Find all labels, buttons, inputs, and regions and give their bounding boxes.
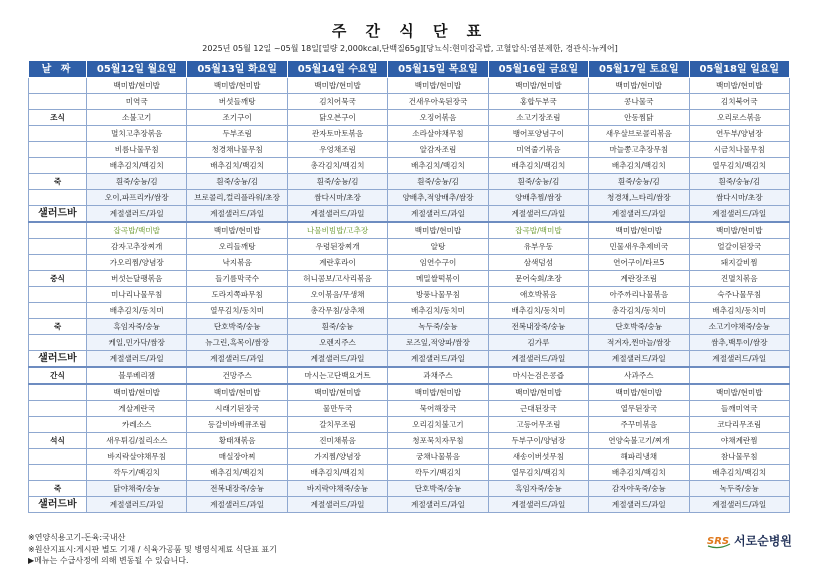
menu-cell: 알감자조림 — [388, 142, 488, 158]
menu-cell: 흰죽/숭늉/김 — [689, 174, 789, 190]
breakfast-row — [29, 110, 790, 126]
menu-cell: 양배추,적양배추/쌈장 — [388, 190, 488, 206]
menu-cell: 시래기된장국 — [187, 401, 287, 417]
lunch-row — [29, 255, 790, 271]
menu-cell: 소라살야채무침 — [388, 126, 488, 142]
page-subtitle: 2025년 05월 12일 ~05월 18일[열량 2,000kcal,단백질65g][당뇨식:현미잡곡밥, 고혈압식:염분제한, 경관식:뉴케어] — [202, 44, 618, 53]
menu-cell: 김치북어국 — [689, 94, 789, 110]
footer-notes — [28, 532, 277, 567]
menu-cell: 바지락살야채무침 — [87, 449, 187, 465]
label-gap — [29, 190, 87, 206]
label-gap — [29, 384, 87, 401]
menu-cell: 황태채볶음 — [187, 433, 287, 449]
menu-cell: 브로콜리,컬리플라워/초장 — [187, 190, 287, 206]
menu-cell: 연양숙불고기/찌개 — [589, 433, 689, 449]
menu-cell: 진미채볶음 — [287, 433, 387, 449]
menu-cell: 계절샐러드/과일 — [87, 497, 187, 513]
menu-cell: 배추김치/백김치 — [187, 465, 287, 481]
menu-cell: 계절샐러드/과일 — [488, 497, 588, 513]
menu-cell: 열무김치/동치미 — [187, 303, 287, 319]
menu-cell: 백미밥/현미밥 — [589, 222, 689, 239]
menu-cell: 홍합두부국 — [488, 94, 588, 110]
menu-cell: 배추김치/백김치 — [187, 158, 287, 174]
menu-cell: 메밀쌀떡볶이 — [388, 271, 488, 287]
menu-body — [29, 78, 790, 513]
menu-cell: 유부우동 — [488, 239, 588, 255]
menu-cell: 방풍나물무침 — [388, 287, 488, 303]
menu-cell: 참나물무침 — [689, 449, 789, 465]
menu-cell: 흰죽/숭늉/김 — [287, 174, 387, 190]
menu-cell: 잡곡밥/백미밥 — [488, 222, 588, 239]
menu-cell: 게살계란국 — [87, 401, 187, 417]
menu-cell: 배추김치/백김치 — [589, 465, 689, 481]
label-gap — [29, 142, 87, 158]
menu-cell: 흑임자죽/숭늉 — [87, 319, 187, 335]
menu-cell: 새송이버섯무침 — [488, 449, 588, 465]
menu-cell: 계절샐러드/과일 — [287, 497, 387, 513]
menu-cell: 감자야욱죽/숭늉 — [589, 481, 689, 497]
menu-cell: 안동찜닭 — [589, 110, 689, 126]
menu-cell: 깍두기/백김치 — [388, 465, 488, 481]
menu-cell: 단호박죽/숭늉 — [187, 319, 287, 335]
menu-cell: 잡곡밥/백미밥 — [87, 222, 187, 239]
dinner-row — [29, 433, 790, 449]
menu-cell: 도라지쪽파무침 — [187, 287, 287, 303]
menu-cell: 얼갈이된장국 — [689, 239, 789, 255]
dinner-row — [29, 384, 790, 401]
menu-cell: 나물비빔밥/고추장 — [287, 222, 387, 239]
menu-cell: 계절샐러드/과일 — [388, 206, 488, 223]
menu-cell: 삼색덤섬 — [488, 255, 588, 271]
dinner-porridge-row — [29, 481, 790, 497]
menu-cell: 총각김치/동치미 — [589, 303, 689, 319]
menu-cell: 두부구이/양념장 — [488, 433, 588, 449]
header-row — [29, 61, 790, 78]
menu-cell: 계절샐러드/과일 — [287, 206, 387, 223]
menu-cell: 단호박죽/숭늉 — [388, 481, 488, 497]
menu-cell: 감자고추장찌개 — [87, 239, 187, 255]
lunch-row — [29, 222, 790, 239]
breakfast-row — [29, 126, 790, 142]
menu-cell: 계절샐러드/과일 — [689, 497, 789, 513]
lunch-row — [29, 239, 790, 255]
menu-cell: 가오리찜/양념장 — [87, 255, 187, 271]
menu-cell: 백미밥/현미밥 — [388, 222, 488, 239]
day-header: 05월15일 목요일 — [388, 61, 488, 78]
day-header: 05월16일 금요일 — [488, 61, 588, 78]
menu-cell: 계절샐러드/과일 — [589, 206, 689, 223]
lunch-row — [29, 287, 790, 303]
menu-cell: 야채계란찜 — [689, 433, 789, 449]
menu-cell: 연두부/양념장 — [689, 126, 789, 142]
menu-cell: 들기름막국수 — [187, 271, 287, 287]
snack-row — [29, 367, 790, 384]
menu-cell: 전복내장죽/숭늉 — [488, 319, 588, 335]
section-label: 죽 — [29, 319, 87, 335]
menu-cell: 묵어해장국 — [388, 401, 488, 417]
menu-cell: 총각무침/상추채 — [287, 303, 387, 319]
menu-cell: 백미밥/현미밥 — [488, 78, 588, 94]
section-label: 죽 — [29, 481, 87, 497]
menu-cell: 오이볶음/무생채 — [287, 287, 387, 303]
dinner-row — [29, 401, 790, 417]
menu-cell: 배추김치/백김치 — [488, 158, 588, 174]
section-label: 죽 — [29, 174, 87, 190]
section-label: 중식 — [29, 271, 87, 287]
menu-cell: 두부조림 — [187, 126, 287, 142]
menu-cell: 백미밥/현미밥 — [87, 78, 187, 94]
menu-cell: 마시는검은콩즙 — [488, 367, 588, 384]
section-label: 샐러드바 — [29, 497, 87, 513]
menu-cell: 닭야채죽/숭늉 — [87, 481, 187, 497]
menu-cell: 배추김치/백김치 — [689, 465, 789, 481]
label-gap — [29, 449, 87, 465]
menu-cell: 계절샐러드/과일 — [589, 497, 689, 513]
menu-cell: 마시는고단백요거트 — [287, 367, 387, 384]
menu-cell: 미역국 — [87, 94, 187, 110]
menu-cell: 백미밥/현미밥 — [589, 78, 689, 94]
menu-cell: 닭오븐구이 — [287, 110, 387, 126]
menu-cell: 배추김치/동치미 — [488, 303, 588, 319]
menu-cell: 백미밥/현미밥 — [689, 78, 789, 94]
footer-note: ▶메뉴는 수급사정에 의해 변동될 수 있습니다. — [28, 556, 189, 565]
dinner-row — [29, 465, 790, 481]
breakfast-row — [29, 94, 790, 110]
menu-cell: 진멸치볶음 — [689, 271, 789, 287]
menu-cell: 양배추찜/쌈장 — [488, 190, 588, 206]
page-title: 주 간 식 단 표 — [331, 22, 489, 40]
menu-cell: 비름나물무침 — [87, 142, 187, 158]
menu-cell: 배추김치/백김치 — [87, 158, 187, 174]
menu-cell: 케일,민가닥/쌈장 — [87, 335, 187, 351]
breakfast-row — [29, 142, 790, 158]
menu-cell: 계절샐러드/과일 — [488, 351, 588, 368]
footer-note: ※연양식용고기-돈육:국내산 — [28, 533, 126, 542]
menu-cell: 계절샐러드/과일 — [87, 351, 187, 368]
menu-cell: 오징어볶음 — [388, 110, 488, 126]
menu-cell: 우엉채조림 — [287, 142, 387, 158]
menu-cell: 흑임자죽/숭늉 — [488, 481, 588, 497]
menu-cell: 오렌지주스 — [287, 335, 387, 351]
menu-cell: 콩나물국 — [589, 94, 689, 110]
menu-cell: 녹두죽/숭늉 — [388, 319, 488, 335]
menu-cell: 민물새우추제비국 — [589, 239, 689, 255]
menu-cell: 흰죽/숭늉/김 — [388, 174, 488, 190]
label-gap — [29, 94, 87, 110]
label-gap — [29, 465, 87, 481]
menu-cell: 사과주스 — [589, 367, 689, 384]
label-gap — [29, 158, 87, 174]
menu-cell: 관자토마토볶음 — [287, 126, 387, 142]
menu-cell: 근대된장국 — [488, 401, 588, 417]
menu-cell: 버섯는달팽볶음 — [87, 271, 187, 287]
menu-cell: 들깨미역국 — [689, 401, 789, 417]
hospital-logo — [706, 531, 792, 549]
menu-cell: 해파리냉채 — [589, 449, 689, 465]
menu-cell: 낙지볶음 — [187, 255, 287, 271]
label-gap — [29, 401, 87, 417]
menu-cell: 백미밥/현미밥 — [689, 222, 789, 239]
menu-cell: 전복내장죽/숭늉 — [187, 481, 287, 497]
day-header: 05월14일 수요일 — [287, 61, 387, 78]
menu-cell: 로즈잎,적양파/쌈장 — [388, 335, 488, 351]
breakfast-row — [29, 78, 790, 94]
menu-cell: 물만두국 — [287, 401, 387, 417]
menu-cell: 과채주스 — [388, 367, 488, 384]
menu-cell: 돼지갈비찜 — [689, 255, 789, 271]
menu-cell: 오리김치불고기 — [388, 417, 488, 433]
menu-cell: 건망주스 — [187, 367, 287, 384]
dinner-salad-row — [29, 497, 790, 513]
weekly-menu-table — [28, 60, 790, 513]
menu-cell: 임연수구이 — [388, 255, 488, 271]
menu-cell: 바지락야채죽/숭늉 — [287, 481, 387, 497]
menu-cell — [689, 367, 789, 384]
menu-cell: 미나리나물무침 — [87, 287, 187, 303]
menu-cell: 계절샐러드/과일 — [388, 351, 488, 368]
menu-cell: 총각김치/백김치 — [287, 158, 387, 174]
menu-cell: 오이,파프리카/쌈장 — [87, 190, 187, 206]
day-header: 05월18일 일요일 — [689, 61, 789, 78]
day-header: 05월13일 화요일 — [187, 61, 287, 78]
menu-cell: 계절샐러드/과일 — [187, 351, 287, 368]
menu-cell: 궁채나물볶음 — [388, 449, 488, 465]
menu-cell: 계절샐러드/과일 — [388, 497, 488, 513]
menu-cell: 계절샐러드/과일 — [589, 351, 689, 368]
menu-cell: 배추김치/동치미 — [87, 303, 187, 319]
breakfast-salad-row — [29, 206, 790, 223]
label-gap — [29, 335, 87, 351]
menu-cell: 열무김치/백김치 — [488, 465, 588, 481]
menu-cell: 계절샐러드/과일 — [187, 497, 287, 513]
menu-cell: 블루베리잼 — [87, 367, 187, 384]
menu-cell: 백미밥/현미밥 — [87, 384, 187, 401]
menu-cell: 숙주나물무침 — [689, 287, 789, 303]
menu-cell: 허니콤보/고사리볶음 — [287, 271, 387, 287]
menu-cell: 아주까리나물볶음 — [589, 287, 689, 303]
menu-cell: 흰죽/숭늉/김 — [488, 174, 588, 190]
menu-cell: 소고기장조림 — [488, 110, 588, 126]
menu-cell: 김치어묵국 — [287, 94, 387, 110]
menu-cell: 배추김치/백김치 — [589, 158, 689, 174]
menu-cell: 마늘쫑고추장무침 — [589, 142, 689, 158]
label-gap — [29, 239, 87, 255]
label-gap — [29, 303, 87, 319]
menu-cell: 소고기야채죽/숭늉 — [689, 319, 789, 335]
menu-cell: 백미밥/현미밥 — [187, 222, 287, 239]
menu-cell: 백미밥/현미밥 — [187, 78, 287, 94]
menu-cell: 녹두죽/숭늉 — [689, 481, 789, 497]
menu-cell: 주꾸미볶음 — [589, 417, 689, 433]
date-header: 날 짜 — [29, 61, 87, 78]
menu-cell: 청포묵치자무침 — [388, 433, 488, 449]
lunch-salad-row — [29, 335, 790, 351]
menu-cell: 카레소스 — [87, 417, 187, 433]
day-header: 05월12일 월요일 — [87, 61, 187, 78]
menu-cell: 알탕 — [388, 239, 488, 255]
label-gap — [29, 126, 87, 142]
lunch-row — [29, 303, 790, 319]
menu-cell: 적겨자,찐마늘/쌈장 — [589, 335, 689, 351]
menu-cell: 백미밥/현미밥 — [689, 384, 789, 401]
label-gap — [29, 255, 87, 271]
menu-cell: 소불고기 — [87, 110, 187, 126]
menu-cell: 애호박볶음 — [488, 287, 588, 303]
menu-cell: 흰죽/숭늉 — [287, 319, 387, 335]
menu-cell: 배추김치/백김치 — [388, 158, 488, 174]
menu-cell: 계절샐러드/과일 — [689, 351, 789, 368]
breakfast-row — [29, 158, 790, 174]
menu-cell: 새우튀김/칠리소스 — [87, 433, 187, 449]
menu-cell: 계란후라이 — [287, 255, 387, 271]
menu-cell: 흰죽/숭늉/김 — [589, 174, 689, 190]
menu-cell: 백미밥/현미밥 — [187, 384, 287, 401]
section-label: 조식 — [29, 110, 87, 126]
menu-cell: 고등어무조림 — [488, 417, 588, 433]
menu-cell: 멸치고추장볶음 — [87, 126, 187, 142]
menu-cell: 시금치나물무침 — [689, 142, 789, 158]
breakfast-porridge-row — [29, 174, 790, 190]
footer-note: ※원산지표시:게시판 별도 기재 / 식육가공품 및 병영식제료 식단표 표기 — [28, 544, 277, 554]
hospital-name: 서로순병원 — [734, 533, 792, 548]
menu-cell: 백미밥/현미밥 — [388, 78, 488, 94]
section-label: 석식 — [29, 433, 87, 449]
breakfast-salad-row — [29, 190, 790, 206]
menu-cell: 연어구이/타르5 — [589, 255, 689, 271]
menu-cell: 계절샐러드/과일 — [488, 206, 588, 223]
lunch-row — [29, 271, 790, 287]
menu-cell: 깍두기/백김치 — [87, 465, 187, 481]
menu-cell: 계절샐러드/과일 — [689, 206, 789, 223]
menu-cell: 청경채나물무침 — [187, 142, 287, 158]
menu-cell: 김가루 — [488, 335, 588, 351]
menu-cell: 오리로스볶음 — [689, 110, 789, 126]
menu-cell: 계절샐러드/과일 — [87, 206, 187, 223]
menu-cell: 우렁된장찌개 — [287, 239, 387, 255]
menu-cell: 등갈비바베큐조림 — [187, 417, 287, 433]
menu-cell: 갈치무조림 — [287, 417, 387, 433]
dinner-row — [29, 417, 790, 433]
label-gap — [29, 222, 87, 239]
menu-cell: 오리들깨탕 — [187, 239, 287, 255]
dinner-row — [29, 449, 790, 465]
menu-cell: 열무김치/백김치 — [689, 158, 789, 174]
menu-cell: 열무된장국 — [589, 401, 689, 417]
menu-cell: 쌈추,백투이/쌈장 — [689, 335, 789, 351]
menu-cell: 계절샐러드/과일 — [287, 351, 387, 368]
menu-cell: 계란장조림 — [589, 271, 689, 287]
day-header: 05월17일 토요일 — [589, 61, 689, 78]
menu-cell: 새우살브로콜리볶음 — [589, 126, 689, 142]
logo-mark-text: SRS — [707, 536, 730, 547]
menu-cell: 배추김치/동치미 — [689, 303, 789, 319]
menu-cell: 계절샐러드/과일 — [187, 206, 287, 223]
menu-cell: 백미밥/현미밥 — [388, 384, 488, 401]
menu-cell: 백미밥/현미밥 — [287, 384, 387, 401]
menu-cell: 뱅어포양념구이 — [488, 126, 588, 142]
menu-cell: 백미밥/현미밥 — [589, 384, 689, 401]
menu-cell: 가지찜/양념장 — [287, 449, 387, 465]
menu-cell: 흰죽/숭늉/김 — [187, 174, 287, 190]
menu-cell: 문어숙회/초장 — [488, 271, 588, 287]
lunch-salad-row — [29, 351, 790, 368]
label-gap — [29, 417, 87, 433]
menu-cell: 버섯들깨탕 — [187, 94, 287, 110]
label-gap — [29, 78, 87, 94]
lunch-porridge-row — [29, 319, 790, 335]
menu-cell: 배추김치/백김치 — [287, 465, 387, 481]
label-gap — [29, 287, 87, 303]
menu-cell: 쌈다시마/초장 — [689, 190, 789, 206]
menu-cell: 코다리무조림 — [689, 417, 789, 433]
menu-cell: 쌈다시마/초장 — [287, 190, 387, 206]
section-label: 샐러드바 — [29, 206, 87, 223]
menu-cell: 미역줄기볶음 — [488, 142, 588, 158]
menu-cell: 백미밥/현미밥 — [287, 78, 387, 94]
menu-cell: 흰죽/숭늉/김 — [87, 174, 187, 190]
menu-cell: 백미밥/현미밥 — [488, 384, 588, 401]
menu-cell: 건새우아욱된장국 — [388, 94, 488, 110]
menu-cell: 매실장아찌 — [187, 449, 287, 465]
section-label: 간식 — [29, 367, 87, 384]
menu-cell: 단호박죽/숭늉 — [589, 319, 689, 335]
menu-cell: 조기구이 — [187, 110, 287, 126]
menu-cell: 뉴그린,흑목이/쌈장 — [187, 335, 287, 351]
section-label: 샐러드바 — [29, 351, 87, 368]
menu-cell: 청경채,느타리/쌈장 — [589, 190, 689, 206]
srs-logo-icon — [706, 531, 732, 549]
menu-cell: 배추김치/동치미 — [388, 303, 488, 319]
